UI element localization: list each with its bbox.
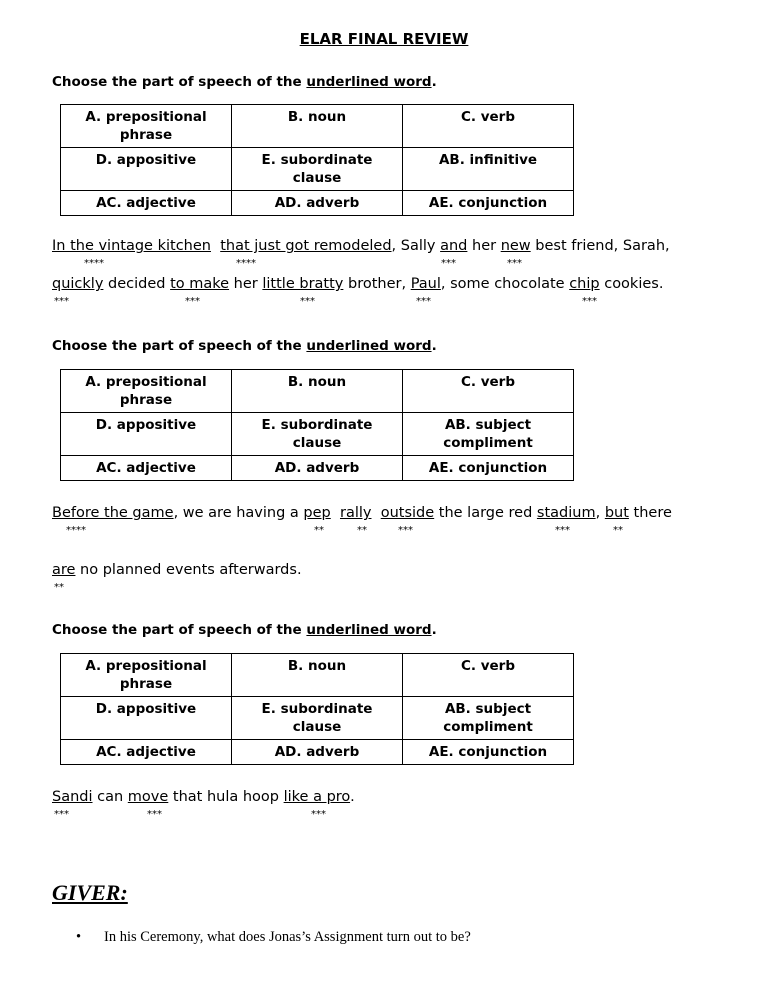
- sentence-text: her: [467, 238, 501, 254]
- instruction-underlined: underlined word: [306, 338, 432, 354]
- stars: ***: [54, 809, 69, 820]
- option-ad: AD. adverb: [232, 456, 403, 481]
- option-d: D. appositive: [61, 148, 232, 191]
- option-e: E. subordinate clause: [232, 413, 403, 456]
- underlined-phrase: to make: [170, 276, 230, 292]
- instruction-text: Choose the part of speech of the: [52, 74, 307, 90]
- instruction-3: [52, 622, 437, 638]
- option-b: B. noun: [232, 370, 403, 413]
- option-d: D. appositive: [61, 697, 232, 740]
- underlined-word: but: [604, 505, 629, 521]
- option-ab: AB. subject compliment: [403, 413, 574, 456]
- sentence-1-line-2: [52, 276, 663, 292]
- underlined-phrase: like a pro: [283, 789, 351, 805]
- sentence-text: [211, 238, 220, 254]
- sentence-2-line-1: [52, 505, 672, 521]
- stars: ***: [185, 296, 200, 307]
- stars: **: [54, 582, 64, 593]
- options-table-2: [60, 369, 574, 481]
- sentence-text: can: [92, 789, 128, 805]
- option-e: E. subordinate clause: [232, 697, 403, 740]
- stars: ***: [147, 809, 162, 820]
- underlined-phrase: little bratty: [262, 276, 344, 292]
- sentence-text: , we are having a: [173, 505, 304, 521]
- stars: ***: [54, 296, 69, 307]
- underlined-word: Paul: [410, 276, 441, 292]
- sentence-text: no planned events afterwards.: [75, 562, 302, 578]
- sentence-3-line-1: [52, 789, 355, 805]
- instruction-1: [52, 74, 437, 90]
- instruction-underlined: underlined word: [306, 622, 432, 638]
- underlined-word: pep: [303, 505, 331, 521]
- option-ab: AB. subject compliment: [403, 697, 574, 740]
- sentence-text: the large red: [434, 505, 537, 521]
- option-ad: AD. adverb: [232, 191, 403, 216]
- underlined-word: chip: [569, 276, 600, 292]
- option-a: A. prepositional phrase: [61, 105, 232, 148]
- sentence-text: decided: [103, 276, 171, 292]
- sentence-1-line-1: [52, 238, 670, 254]
- option-ab: AB. infinitive: [403, 148, 574, 191]
- option-b: B. noun: [232, 105, 403, 148]
- stars: ***: [398, 525, 413, 536]
- option-ae: AE. conjunction: [403, 456, 574, 481]
- underlined-word: new: [500, 238, 531, 254]
- underlined-word: stadium: [536, 505, 596, 521]
- stars: **: [314, 525, 324, 536]
- option-d: D. appositive: [61, 413, 232, 456]
- sentence-text: [371, 505, 380, 521]
- giver-heading: GIVER:: [52, 880, 128, 905]
- option-ae: AE. conjunction: [403, 740, 574, 765]
- instruction-period: .: [431, 74, 437, 90]
- option-ae: AE. conjunction: [403, 191, 574, 216]
- option-e: E. subordinate clause: [232, 148, 403, 191]
- sentence-text: brother,: [343, 276, 411, 292]
- options-table-3: [60, 653, 574, 765]
- option-b: B. noun: [232, 654, 403, 697]
- sentence-2-line-2: [52, 562, 302, 578]
- giver-question: [76, 929, 471, 946]
- sentence-text: , Sally: [391, 238, 441, 254]
- stars: ***: [555, 525, 570, 536]
- underlined-phrase: Before the game: [52, 505, 174, 521]
- option-c: C. verb: [403, 105, 574, 148]
- stars: ****: [66, 525, 86, 536]
- instruction-2: [52, 338, 437, 354]
- question-text: In his Ceremony, what does Jonas’s Assignment turn out to be?: [104, 929, 471, 945]
- stars: ***: [311, 809, 326, 820]
- page-title: ELAR FINAL REVIEW: [299, 30, 469, 48]
- instruction-text: Choose the part of speech of the: [52, 622, 307, 638]
- stars: ***: [507, 258, 522, 269]
- sentence-text: .: [350, 789, 355, 805]
- sentence-text: [331, 505, 340, 521]
- bullet-icon: •: [76, 929, 82, 945]
- option-ac: AC. adjective: [61, 740, 232, 765]
- stars: ***: [416, 296, 431, 307]
- instruction-text: Choose the part of speech of the: [52, 338, 307, 354]
- sentence-text: that hula hoop: [168, 789, 284, 805]
- sentence-text: there: [628, 505, 672, 521]
- sentence-text: ,: [595, 505, 605, 521]
- sentence-text: best friend, Sarah,: [530, 238, 670, 254]
- underlined-phrase: that just got remodeled: [220, 238, 392, 254]
- stars: ****: [84, 258, 104, 269]
- instruction-underlined: underlined word: [306, 74, 432, 90]
- stars: ***: [441, 258, 456, 269]
- option-a: A. prepositional phrase: [61, 370, 232, 413]
- options-table-1: [60, 104, 574, 216]
- option-c: C. verb: [403, 370, 574, 413]
- stars: ***: [300, 296, 315, 307]
- sentence-text: her: [229, 276, 263, 292]
- sentence-text: , some chocolate: [440, 276, 570, 292]
- option-ad: AD. adverb: [232, 740, 403, 765]
- option-ac: AC. adjective: [61, 456, 232, 481]
- option-ac: AC. adjective: [61, 191, 232, 216]
- underlined-word: are: [52, 562, 76, 578]
- option-a: A. prepositional phrase: [61, 654, 232, 697]
- underlined-word: outside: [380, 505, 435, 521]
- instruction-period: .: [431, 338, 437, 354]
- instruction-period: .: [431, 622, 437, 638]
- underlined-word: move: [127, 789, 169, 805]
- underlined-word: and: [440, 238, 468, 254]
- stars: **: [613, 525, 623, 536]
- underlined-word: Sandi: [52, 789, 93, 805]
- stars: ****: [236, 258, 256, 269]
- stars: **: [357, 525, 367, 536]
- sentence-text: cookies.: [599, 276, 664, 292]
- underlined-phrase: In the vintage kitchen: [52, 238, 211, 254]
- option-c: C. verb: [403, 654, 574, 697]
- stars: ***: [582, 296, 597, 307]
- underlined-word: quickly: [52, 276, 104, 292]
- underlined-word: rally: [339, 505, 372, 521]
